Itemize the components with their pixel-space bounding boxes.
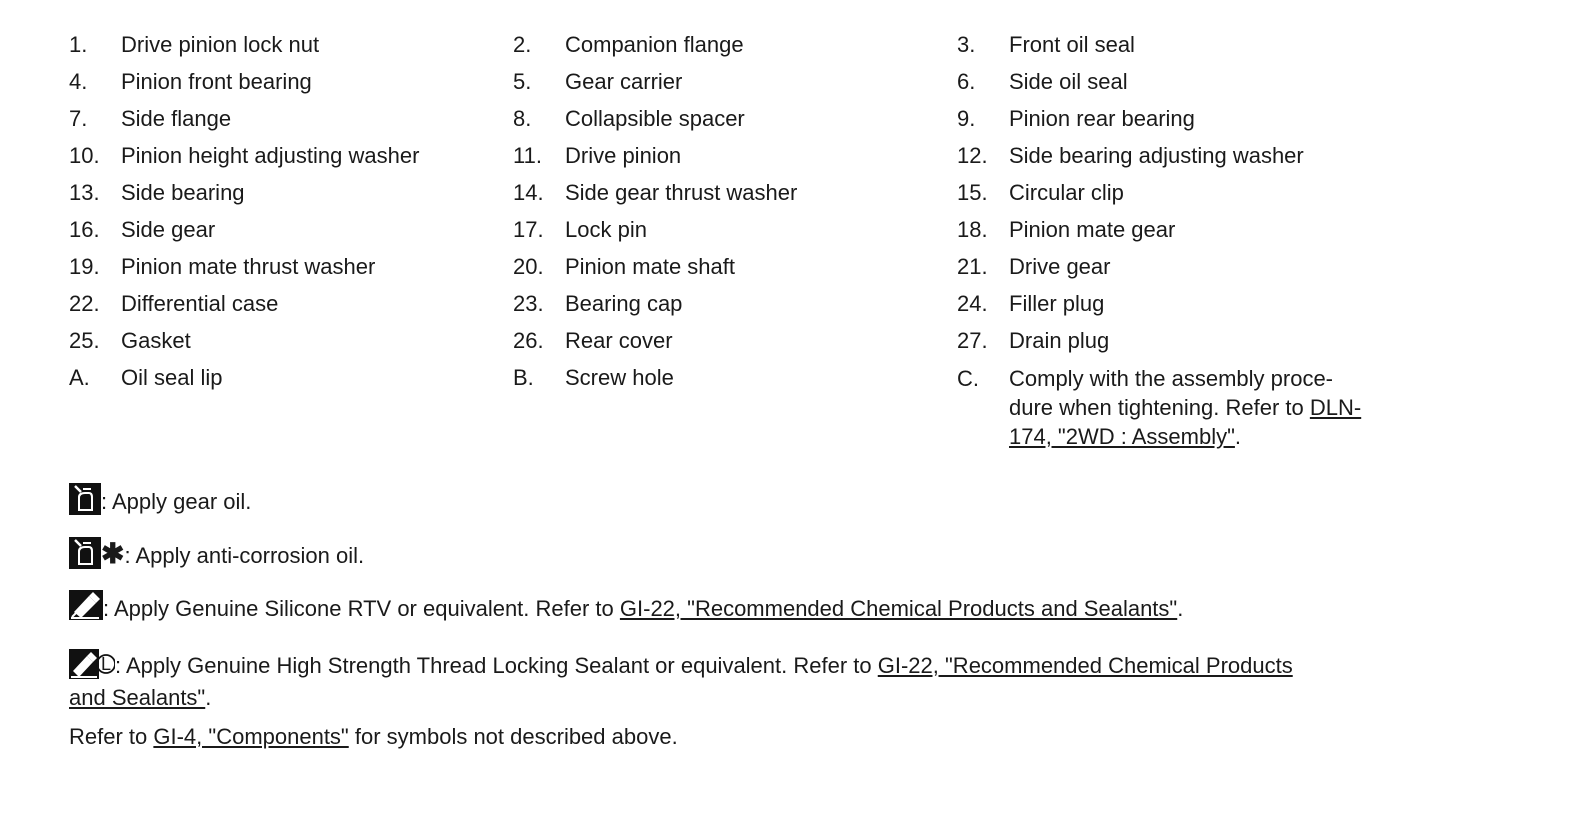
legend-number: 21. <box>957 254 988 279</box>
legend-text-line2: dure when tightening. Refer to <box>1009 395 1310 420</box>
legend-text: Collapsible spacer <box>565 106 745 131</box>
legend-entry <box>957 215 1397 252</box>
period: . <box>1177 596 1184 621</box>
legend-text: Filler plug <box>1009 291 1105 316</box>
legend-text: Rear cover <box>565 328 673 353</box>
legend-entry <box>69 30 513 67</box>
legend-text: Differential case <box>121 291 279 316</box>
legend-text: Companion flange <box>565 32 744 57</box>
assembly-link-part1[interactable]: DLN- <box>1309 395 1362 420</box>
legend-text: Drive gear <box>1009 254 1111 279</box>
sealant-tube-icon <box>69 590 103 620</box>
legend-text: Pinion mate shaft <box>565 254 735 279</box>
legend-number: 5. <box>513 69 532 94</box>
component-legend <box>69 30 1397 400</box>
legend-text: Drain plug <box>1009 328 1110 353</box>
legend-entry <box>513 178 957 215</box>
locking-sealant-icon <box>69 649 115 679</box>
note-silicone-text: : Apply Genuine Silicone RTV or equivalent. Refer to <box>103 596 620 621</box>
legend-text: Side bearing <box>121 180 245 205</box>
note-silicone-rtv <box>69 593 1183 625</box>
gi4-components-link[interactable]: GI-4, "Components" <box>153 724 349 749</box>
legend-number: 24. <box>957 291 988 316</box>
legend-number: 18. <box>957 217 988 242</box>
legend-number: 17. <box>513 217 544 242</box>
legend-text: Lock pin <box>565 217 647 242</box>
legend-entry <box>957 141 1397 178</box>
legend-entry <box>957 67 1397 104</box>
legend-text: Pinion front bearing <box>121 69 312 94</box>
oil-can-asterisk-icon <box>69 537 101 569</box>
legend-text: Circular clip <box>1009 180 1124 205</box>
legend-text: Drive pinion lock nut <box>121 32 320 57</box>
legend-number: 27. <box>957 328 988 353</box>
legend-entry <box>513 104 957 141</box>
gi22-link-locking-part2[interactable]: and Sealants" <box>69 685 206 711</box>
period: . <box>1234 424 1242 449</box>
note-locking-text: : Apply Genuine High Strength Thread Locking Sealant or equivalent. Refer to <box>115 653 878 678</box>
note-refer-components <box>69 721 678 753</box>
gi22-link-locking-part1[interactable]: GI-22, "Recommended Chemical Products <box>877 653 1293 678</box>
legend-number: 26. <box>513 328 544 353</box>
assembly-link-part2[interactable]: 174, "2WD : Assembly" <box>1009 424 1235 449</box>
legend-number: 2. <box>513 32 532 57</box>
legend-number: 8. <box>513 106 532 131</box>
legend-number: 23. <box>513 291 544 316</box>
l-symbol: L <box>100 654 111 675</box>
legend-number: 19. <box>69 254 100 279</box>
gi22-link[interactable]: GI-22, "Recommended Chemical Products and Sealants" <box>619 596 1178 621</box>
legend-entry-c <box>957 364 1399 451</box>
legend-number: 6. <box>957 69 976 94</box>
legend-number: B. <box>513 365 534 390</box>
legend-number: 16. <box>69 217 100 242</box>
legend-text: Side gear thrust washer <box>565 180 798 205</box>
legend-entry <box>69 104 513 141</box>
legend-number: 11. <box>513 143 542 168</box>
legend-entry <box>957 104 1397 141</box>
legend-number: 3. <box>957 32 976 57</box>
legend-entry <box>513 215 957 252</box>
legend-entry <box>513 67 957 104</box>
legend-number: 9. <box>957 106 976 131</box>
legend-number: 14. <box>513 180 544 205</box>
legend-text-line1: Comply with the assembly proce- <box>1009 366 1334 391</box>
legend-entry <box>513 289 957 326</box>
legend-entry <box>69 141 513 178</box>
note-gear-oil-text: : Apply gear oil. <box>101 489 252 514</box>
note-thread-locking <box>69 650 1293 714</box>
legend-number: 7. <box>69 106 88 131</box>
legend-number: 25. <box>69 328 100 353</box>
legend-entry <box>69 215 513 252</box>
legend-number: 22. <box>69 291 100 316</box>
legend-entry <box>513 326 957 363</box>
legend-number: 13. <box>69 180 100 205</box>
legend-text: Side flange <box>121 106 232 131</box>
legend-entry <box>957 178 1397 215</box>
legend-number: 20. <box>513 254 544 279</box>
legend-entry <box>957 326 1397 363</box>
legend-entry <box>513 30 957 67</box>
note-refer-end: for symbols not described above. <box>348 724 678 749</box>
legend-text: Pinion height adjusting washer <box>121 143 420 168</box>
note-gear-oil <box>69 486 251 519</box>
legend-text: Gasket <box>121 328 191 353</box>
legend-text: Screw hole <box>565 365 674 390</box>
legend-entry <box>69 363 513 400</box>
legend-entry <box>513 363 957 400</box>
legend-entry <box>69 252 513 289</box>
oil-can-icon <box>69 483 101 515</box>
legend-entry <box>513 141 957 178</box>
legend-number: 4. <box>69 69 88 94</box>
legend-number: A. <box>69 365 90 390</box>
legend-text: Side oil seal <box>1009 69 1128 94</box>
legend-number: 15. <box>957 180 988 205</box>
legend-entry <box>957 252 1397 289</box>
note-refer-text: Refer to <box>69 724 154 749</box>
legend-text: Pinion mate thrust washer <box>121 254 376 279</box>
legend-number: 1. <box>69 32 88 57</box>
legend-number: 10. <box>69 143 100 168</box>
legend-text: Pinion rear bearing <box>1009 106 1195 131</box>
legend-text: Bearing cap <box>565 291 683 316</box>
legend-text: Front oil seal <box>1009 32 1135 57</box>
legend-text: Oil seal lip <box>121 365 223 390</box>
legend-text: Gear carrier <box>565 69 683 94</box>
legend-text: Pinion mate gear <box>1009 217 1176 242</box>
legend-entry <box>69 178 513 215</box>
legend-number: C. <box>957 366 979 391</box>
legend-number: 12. <box>957 143 988 168</box>
legend-text: Drive pinion <box>565 143 682 168</box>
note-anti-corrosion <box>69 540 364 573</box>
legend-text: Side gear <box>121 217 216 242</box>
legend-entry <box>69 67 513 104</box>
legend-text: Side bearing adjusting washer <box>1009 143 1304 168</box>
legend-entry <box>513 252 957 289</box>
legend-entry <box>957 289 1397 326</box>
note-anti-corrosion-text: : Apply anti-corrosion oil. <box>124 543 365 568</box>
legend-entry <box>69 289 513 326</box>
asterisk-symbol: ✱ <box>101 538 125 570</box>
period: . <box>205 685 212 711</box>
legend-entry <box>957 30 1397 67</box>
legend-entry <box>69 326 513 363</box>
